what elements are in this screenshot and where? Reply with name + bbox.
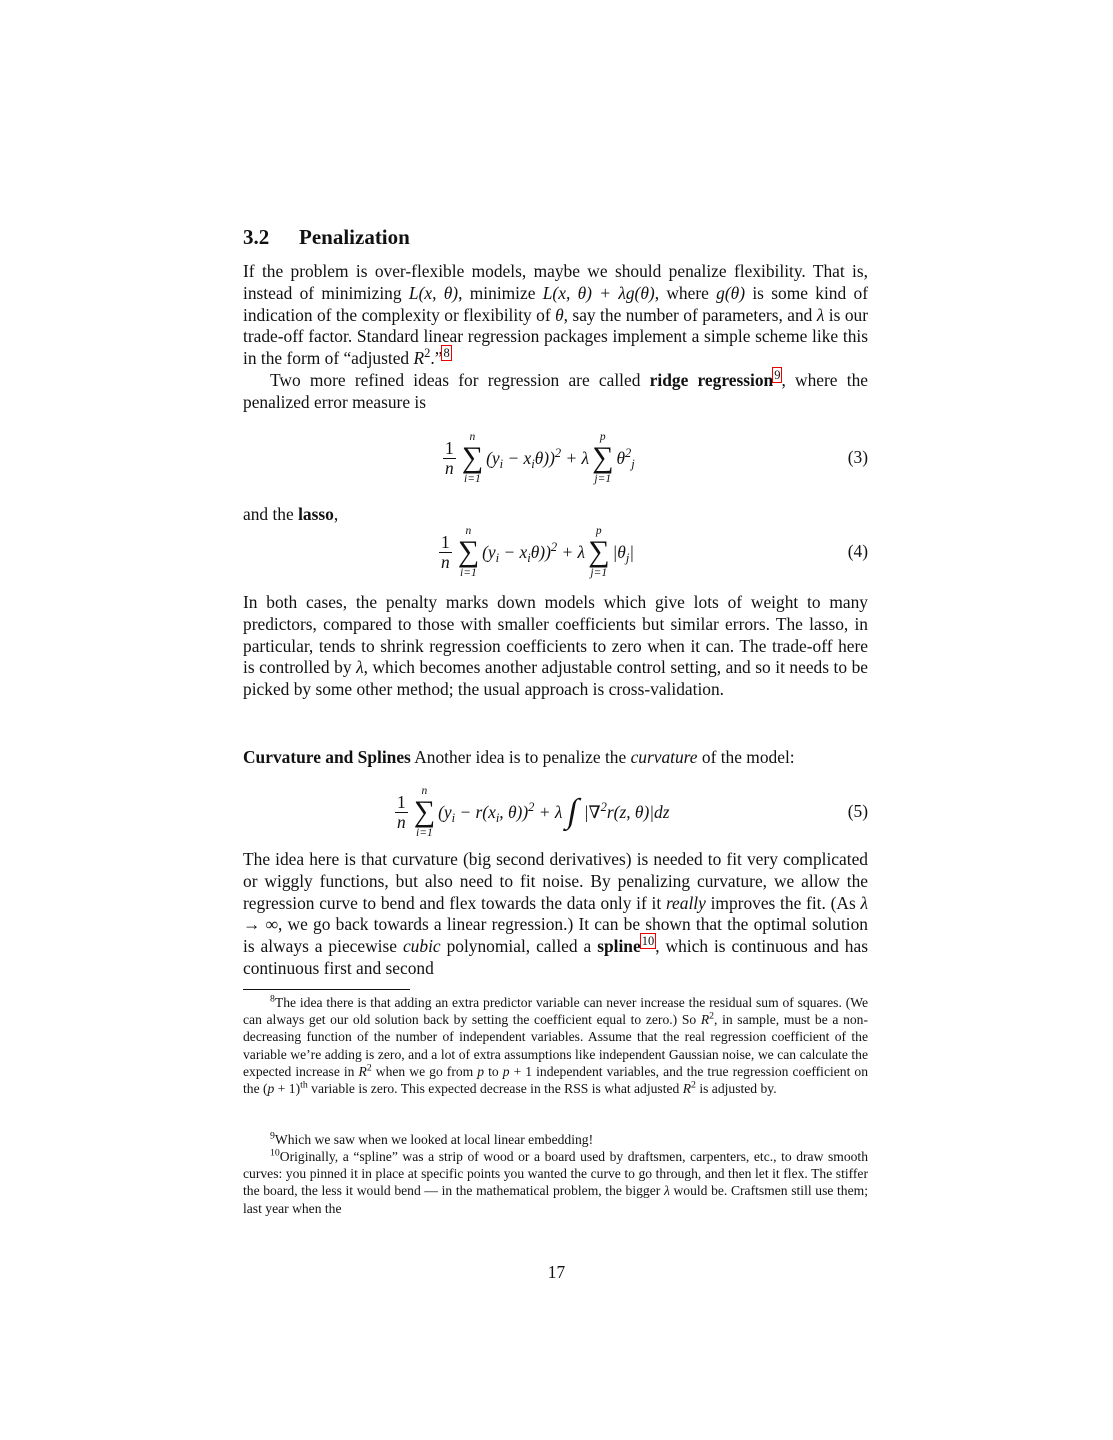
text-run: r(z, θ)|dz — [606, 801, 670, 822]
text-run: improves the fit. (As — [705, 892, 861, 913]
text-run: .” — [430, 348, 443, 368]
text-run: , in sample, must be a non-decreasing function of the number of independent variables. Assume that the real regression coefficient of the variable we’re adding is zero, and a lot of extra assumptions like independent Gaussian noise, we can calculate the expected increase in — [243, 1012, 868, 1079]
text-run: when we go from — [371, 1063, 478, 1079]
subscript: i — [531, 456, 535, 471]
superscript: 8 — [270, 993, 275, 1005]
superscript: 2 — [600, 799, 607, 814]
sum-upper: p — [599, 431, 606, 443]
sigma: ∑ — [457, 535, 480, 568]
text-run: If the problem is over-flexible models, maybe we should penalize flexibility. That is, instead of minimizing — [243, 261, 868, 303]
footnote-link[interactable]: 10 — [641, 934, 655, 949]
superscript: 2 — [366, 1062, 372, 1074]
text-run: to — [484, 1063, 503, 1079]
text-run: , where — [654, 282, 717, 303]
text-run: + 1) — [274, 1081, 301, 1097]
summation — [458, 525, 479, 579]
text-run: is some kind of indication of the complexity or flexibility of — [243, 282, 868, 325]
equation-term — [438, 799, 563, 825]
math-inline: λ → ∞ — [243, 892, 868, 935]
paragraph-both-cases — [243, 592, 868, 701]
numerator: 1 — [397, 791, 406, 812]
text-run: θ)) — [534, 447, 555, 468]
section-number: 3.2 — [243, 225, 270, 249]
superscript: 2 — [709, 1010, 715, 1022]
text-run: − x — [503, 447, 532, 468]
superscript: 2 — [424, 346, 431, 361]
text-run: polynomial, called a — [440, 936, 598, 956]
math-inline: L(x, θ) — [408, 282, 459, 303]
bold-text: spline — [597, 936, 641, 956]
text-run: , where the penalized error measure is — [243, 370, 868, 412]
text-run: In both cases, the penalty marks down models which give lots of weight to many predictors, compared to those with smaller coefficients but similar errors. The lasso, in particular, tends to shrink regression coefficients to zero when it can. The trade-off here is controlled by — [243, 592, 868, 678]
italic-text: cubic — [402, 936, 441, 956]
text-run: Which we saw when we looked at local linear embedding! — [274, 1132, 594, 1147]
math-inline: λ — [663, 1183, 670, 1199]
equation-term — [482, 539, 586, 565]
fraction — [395, 793, 408, 832]
text-run: would be. Craftsmen still use them; last year when the — [243, 1183, 868, 1216]
text-run: , minimize — [458, 282, 543, 303]
page-number: 17 — [547, 1262, 566, 1282]
text-run: Two more refined ideas for regression are called — [270, 370, 650, 390]
footnote-link[interactable]: 8 — [443, 346, 450, 361]
text-run: and the — [243, 504, 299, 524]
text-run: (y — [482, 541, 496, 562]
text-run: (y — [438, 801, 452, 822]
superscript: th — [300, 1079, 308, 1091]
math-inline: R — [413, 348, 425, 368]
text-run: , θ)) — [499, 801, 529, 822]
sigma: ∑ — [588, 535, 610, 568]
superscript: 10 — [270, 1147, 280, 1159]
subscript: j — [625, 550, 630, 565]
integral-sign: ∫ — [565, 793, 582, 830]
summation — [414, 785, 435, 839]
math-inline: λ — [816, 304, 825, 325]
superscript: 2 — [554, 445, 562, 460]
footnote-rule — [243, 989, 410, 990]
subscript: j — [631, 456, 635, 471]
text-run: − r(x — [455, 801, 496, 822]
text-run: , which becomes another adjustable control setting, and so it needs to be picked by some other method; the usual approach is cross-validation. — [243, 657, 869, 699]
equation-term — [616, 445, 635, 471]
paragraph-intro — [243, 261, 868, 370]
bold-text: Curvature and Splines — [243, 747, 411, 767]
sum-lower: j=1 — [594, 473, 612, 485]
text-run: , we go back towards a linear regression.) It can be shown that the optimal solution is always a piecewise — [243, 914, 868, 956]
denominator: n — [397, 811, 406, 832]
superscript: 2 — [528, 799, 535, 814]
subscript: i — [495, 550, 500, 565]
superscript: 2 — [550, 539, 558, 554]
superscript: 2 — [625, 445, 632, 460]
text-run: |θ — [612, 541, 626, 562]
sum-lower: i=1 — [460, 567, 477, 579]
sigma: ∑ — [592, 441, 614, 474]
math-inline: p — [267, 1081, 275, 1097]
paragraph-spline — [243, 849, 868, 980]
text-run: is adjusted by. — [695, 1081, 777, 1097]
text-run: + λ — [561, 447, 590, 468]
text-run: |∇ — [583, 801, 601, 822]
footnote-9 — [243, 1131, 868, 1148]
superscript: 2 — [691, 1079, 696, 1091]
footnote-8 — [243, 994, 868, 1097]
sum-lower: i=1 — [464, 473, 481, 485]
summation — [588, 525, 609, 579]
math-inline: R — [700, 1012, 710, 1028]
text-run: Another idea is to penalize the — [410, 747, 631, 767]
math-inline: L(x, θ) + λg(θ) — [542, 282, 655, 303]
fraction — [443, 439, 456, 478]
sum-lower: j=1 — [590, 567, 608, 579]
math-inline: p — [502, 1063, 510, 1079]
fraction — [439, 533, 452, 572]
text-run: | — [629, 541, 635, 562]
math-inline: θ — [555, 304, 564, 325]
sigma: ∑ — [461, 441, 484, 474]
footnote-link[interactable]: 9 — [774, 368, 781, 383]
paragraph-curvature — [243, 747, 868, 769]
denominator: n — [441, 551, 450, 572]
text-run: θ — [616, 447, 626, 468]
bold-text: lasso — [298, 504, 334, 524]
text-run: + λ — [557, 541, 586, 562]
text-run: θ)) — [530, 541, 551, 562]
text-run: of the model: — [697, 747, 795, 767]
sum-upper: n — [465, 525, 472, 537]
italic-text: really — [665, 892, 706, 913]
text-run: + 1 independent variables, and the true regression coefficient on the ( — [243, 1063, 869, 1097]
sum-upper: n — [469, 431, 476, 443]
text-run: The idea there is that adding an extra predictor variable can never increase the residual sum of squares. (We can always get our old solution back by setting the coefficient equal to zero.) So — [243, 995, 868, 1028]
footnote-10 — [243, 1148, 868, 1217]
numerator: 1 — [445, 437, 454, 458]
math-inline: p — [477, 1063, 485, 1079]
math-inline: λ — [356, 657, 364, 678]
equation-5 — [243, 782, 868, 842]
equation-3 — [243, 428, 868, 488]
numerator: 1 — [441, 531, 450, 552]
italic-text: curvature — [630, 747, 698, 767]
subscript: i — [451, 810, 456, 825]
text-run: variable is zero. This expected decrease in the RSS is what adjusted — [307, 1081, 683, 1097]
text-run: (y — [486, 447, 500, 468]
summation — [462, 431, 483, 485]
equation-term — [486, 445, 590, 471]
math-inline: g(θ) — [716, 282, 745, 303]
denominator: n — [445, 457, 454, 478]
text-run: The idea here is that curvature (big second derivatives) is needed to fit very complicated or wiggly functions, but also need to fit noise. By penalizing curvature, we allow the regression curve to bend and flex towards the data only if it — [243, 849, 868, 913]
sum-upper: n — [421, 785, 428, 797]
equation-term — [612, 542, 634, 563]
subscript: i — [499, 456, 504, 471]
text-run: − x — [499, 541, 528, 562]
equation-number: (3) — [847, 447, 868, 467]
text-run: Originally, a “spline” was a strip of wood or a board used by draftsmen, carpenters, etc., to draw smooth curves: you pinned it in place at specific points you wanted the curve to go through, and then let it flex. The stiffer the board, the less it would bend — in the mathematical problem, the bigger — [243, 1149, 868, 1199]
math-inline: R — [358, 1063, 367, 1079]
equation-term — [583, 799, 670, 823]
text-run: + λ — [534, 801, 563, 822]
subscript: i — [495, 810, 500, 825]
text-run: , — [333, 504, 339, 524]
section-heading — [243, 225, 410, 250]
equation-number: (4) — [847, 541, 868, 561]
sum-lower: i=1 — [416, 827, 433, 839]
bold-text: ridge regression — [649, 370, 774, 390]
math-inline: R — [682, 1081, 692, 1097]
text-run: , say the number of parameters, and — [563, 304, 817, 325]
text-run: is our trade-off factor. Standard linear regression packages implement a simple scheme like this in the form of “adjusted — [243, 304, 869, 368]
sigma: ∑ — [413, 795, 436, 828]
summation — [592, 431, 613, 485]
equation-4 — [243, 522, 868, 582]
equation-number: (5) — [847, 801, 868, 821]
subscript: i — [527, 550, 531, 565]
sum-upper: p — [595, 525, 602, 537]
section-title: Penalization — [299, 225, 410, 249]
paragraph-ridge — [243, 370, 868, 414]
text-run: , which is continuous and has continuous first and second — [243, 936, 868, 978]
superscript: 9 — [270, 1130, 275, 1142]
